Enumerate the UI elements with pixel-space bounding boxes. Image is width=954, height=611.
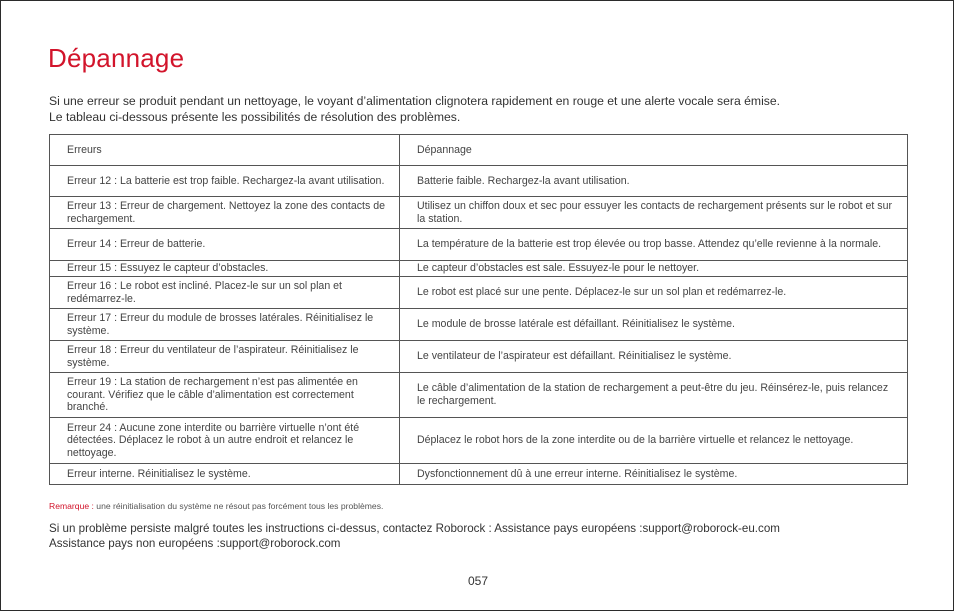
error-cell: Erreur 24 : Aucune zone interdite ou barrière virtuelle n’ont été détectées. Déplacez le robot à un autre endroit et relancez le nettoyage.: [50, 418, 400, 464]
fix-cell: Le câble d’alimentation de la station de rechargement a peut-être du jeu. Réinsérez-le, puis relancez le rechargement.: [400, 373, 908, 418]
error-cell: Erreur 19 : La station de rechargement n’est pas alimentée en courant. Vérifiez que le câble d’alimentation est correctement branché.: [50, 373, 400, 418]
contact-line-2: Assistance pays non européens :support@roborock.com: [49, 537, 341, 550]
fix-cell: Déplacez le robot hors de la zone interdite ou de la barrière virtuelle et relancez le nettoyage.: [400, 418, 908, 464]
fix-cell: Dysfonctionnement dû à une erreur interne. Réinitialisez le système.: [400, 464, 908, 485]
error-cell: Erreur interne. Réinitialisez le système.: [50, 464, 400, 485]
table-row: [50, 197, 908, 229]
error-cell: Erreur 18 : Erreur du ventilateur de l’aspirateur. Réinitialisez le système.: [50, 341, 400, 373]
table-row: [50, 309, 908, 341]
page-number: 057: [467, 574, 489, 588]
fix-cell: Le robot est placé sur une pente. Déplacez-le sur un sol plan et redémarrez-le.: [400, 277, 908, 309]
fix-cell: Le capteur d’obstacles est sale. Essuyez-le pour le nettoyer.: [400, 261, 908, 277]
intro-text: [49, 94, 780, 125]
fix-cell: Le ventilateur de l’aspirateur est défaillant. Réinitialisez le système.: [400, 341, 908, 373]
table-row: [50, 166, 908, 197]
table-row: [50, 261, 908, 277]
column-header-fix: Dépannage: [400, 135, 908, 166]
table-row: [50, 277, 908, 309]
table-row: [50, 341, 908, 373]
contact-line-1: Si un problème persiste malgré toutes les instructions ci-dessus, contactez Roborock : Assistance pays européens :support@roborock-eu.com: [49, 522, 780, 535]
fix-cell: Utilisez un chiffon doux et sec pour essuyer les contacts de rechargement présents sur le robot et sur la station.: [400, 197, 908, 229]
contact-info: [49, 521, 780, 551]
table-row: [50, 418, 908, 464]
table-row: [50, 373, 908, 418]
error-cell: Erreur 15 : Essuyez le capteur d’obstacles.: [50, 261, 400, 277]
table-header-row: [50, 135, 908, 166]
fix-cell: Batterie faible. Rechargez-la avant utilisation.: [400, 166, 908, 197]
error-cell: Erreur 12 : La batterie est trop faible. Rechargez-la avant utilisation.: [50, 166, 400, 197]
table-row: [50, 464, 908, 485]
fix-cell: La température de la batterie est trop élevée ou trop basse. Attendez qu’elle revienne à la normale.: [400, 229, 908, 261]
error-cell: Erreur 17 : Erreur du module de brosses latérales. Réinitialisez le système.: [50, 309, 400, 341]
column-header-errors: Erreurs: [50, 135, 400, 166]
error-cell: Erreur 14 : Erreur de batterie.: [50, 229, 400, 261]
page-title: Dépannage: [48, 43, 185, 73]
remark-text: une réinitialisation du système ne résout pas forcément tous les problèmes.: [93, 501, 384, 511]
intro-line-1: Si une erreur se produit pendant un nettoyage, le voyant d’alimentation clignotera rapidement en rouge et une alerte vocale sera émise.: [49, 94, 781, 108]
error-cell: Erreur 13 : Erreur de chargement. Nettoyez la zone des contacts de rechargement.: [50, 197, 400, 229]
fix-cell: Le module de brosse latérale est défaillant. Réinitialisez le système.: [400, 309, 908, 341]
remark-label: Remarque :: [49, 501, 94, 511]
table-row: [50, 229, 908, 261]
troubleshooting-table: [49, 134, 908, 485]
remark-note: [49, 501, 383, 511]
intro-line-2: Le tableau ci-dessous présente les possibilités de résolution des problèmes.: [49, 109, 461, 124]
error-cell: Erreur 16 : Le robot est incliné. Placez-le sur un sol plan et redémarrez-le.: [50, 277, 400, 309]
